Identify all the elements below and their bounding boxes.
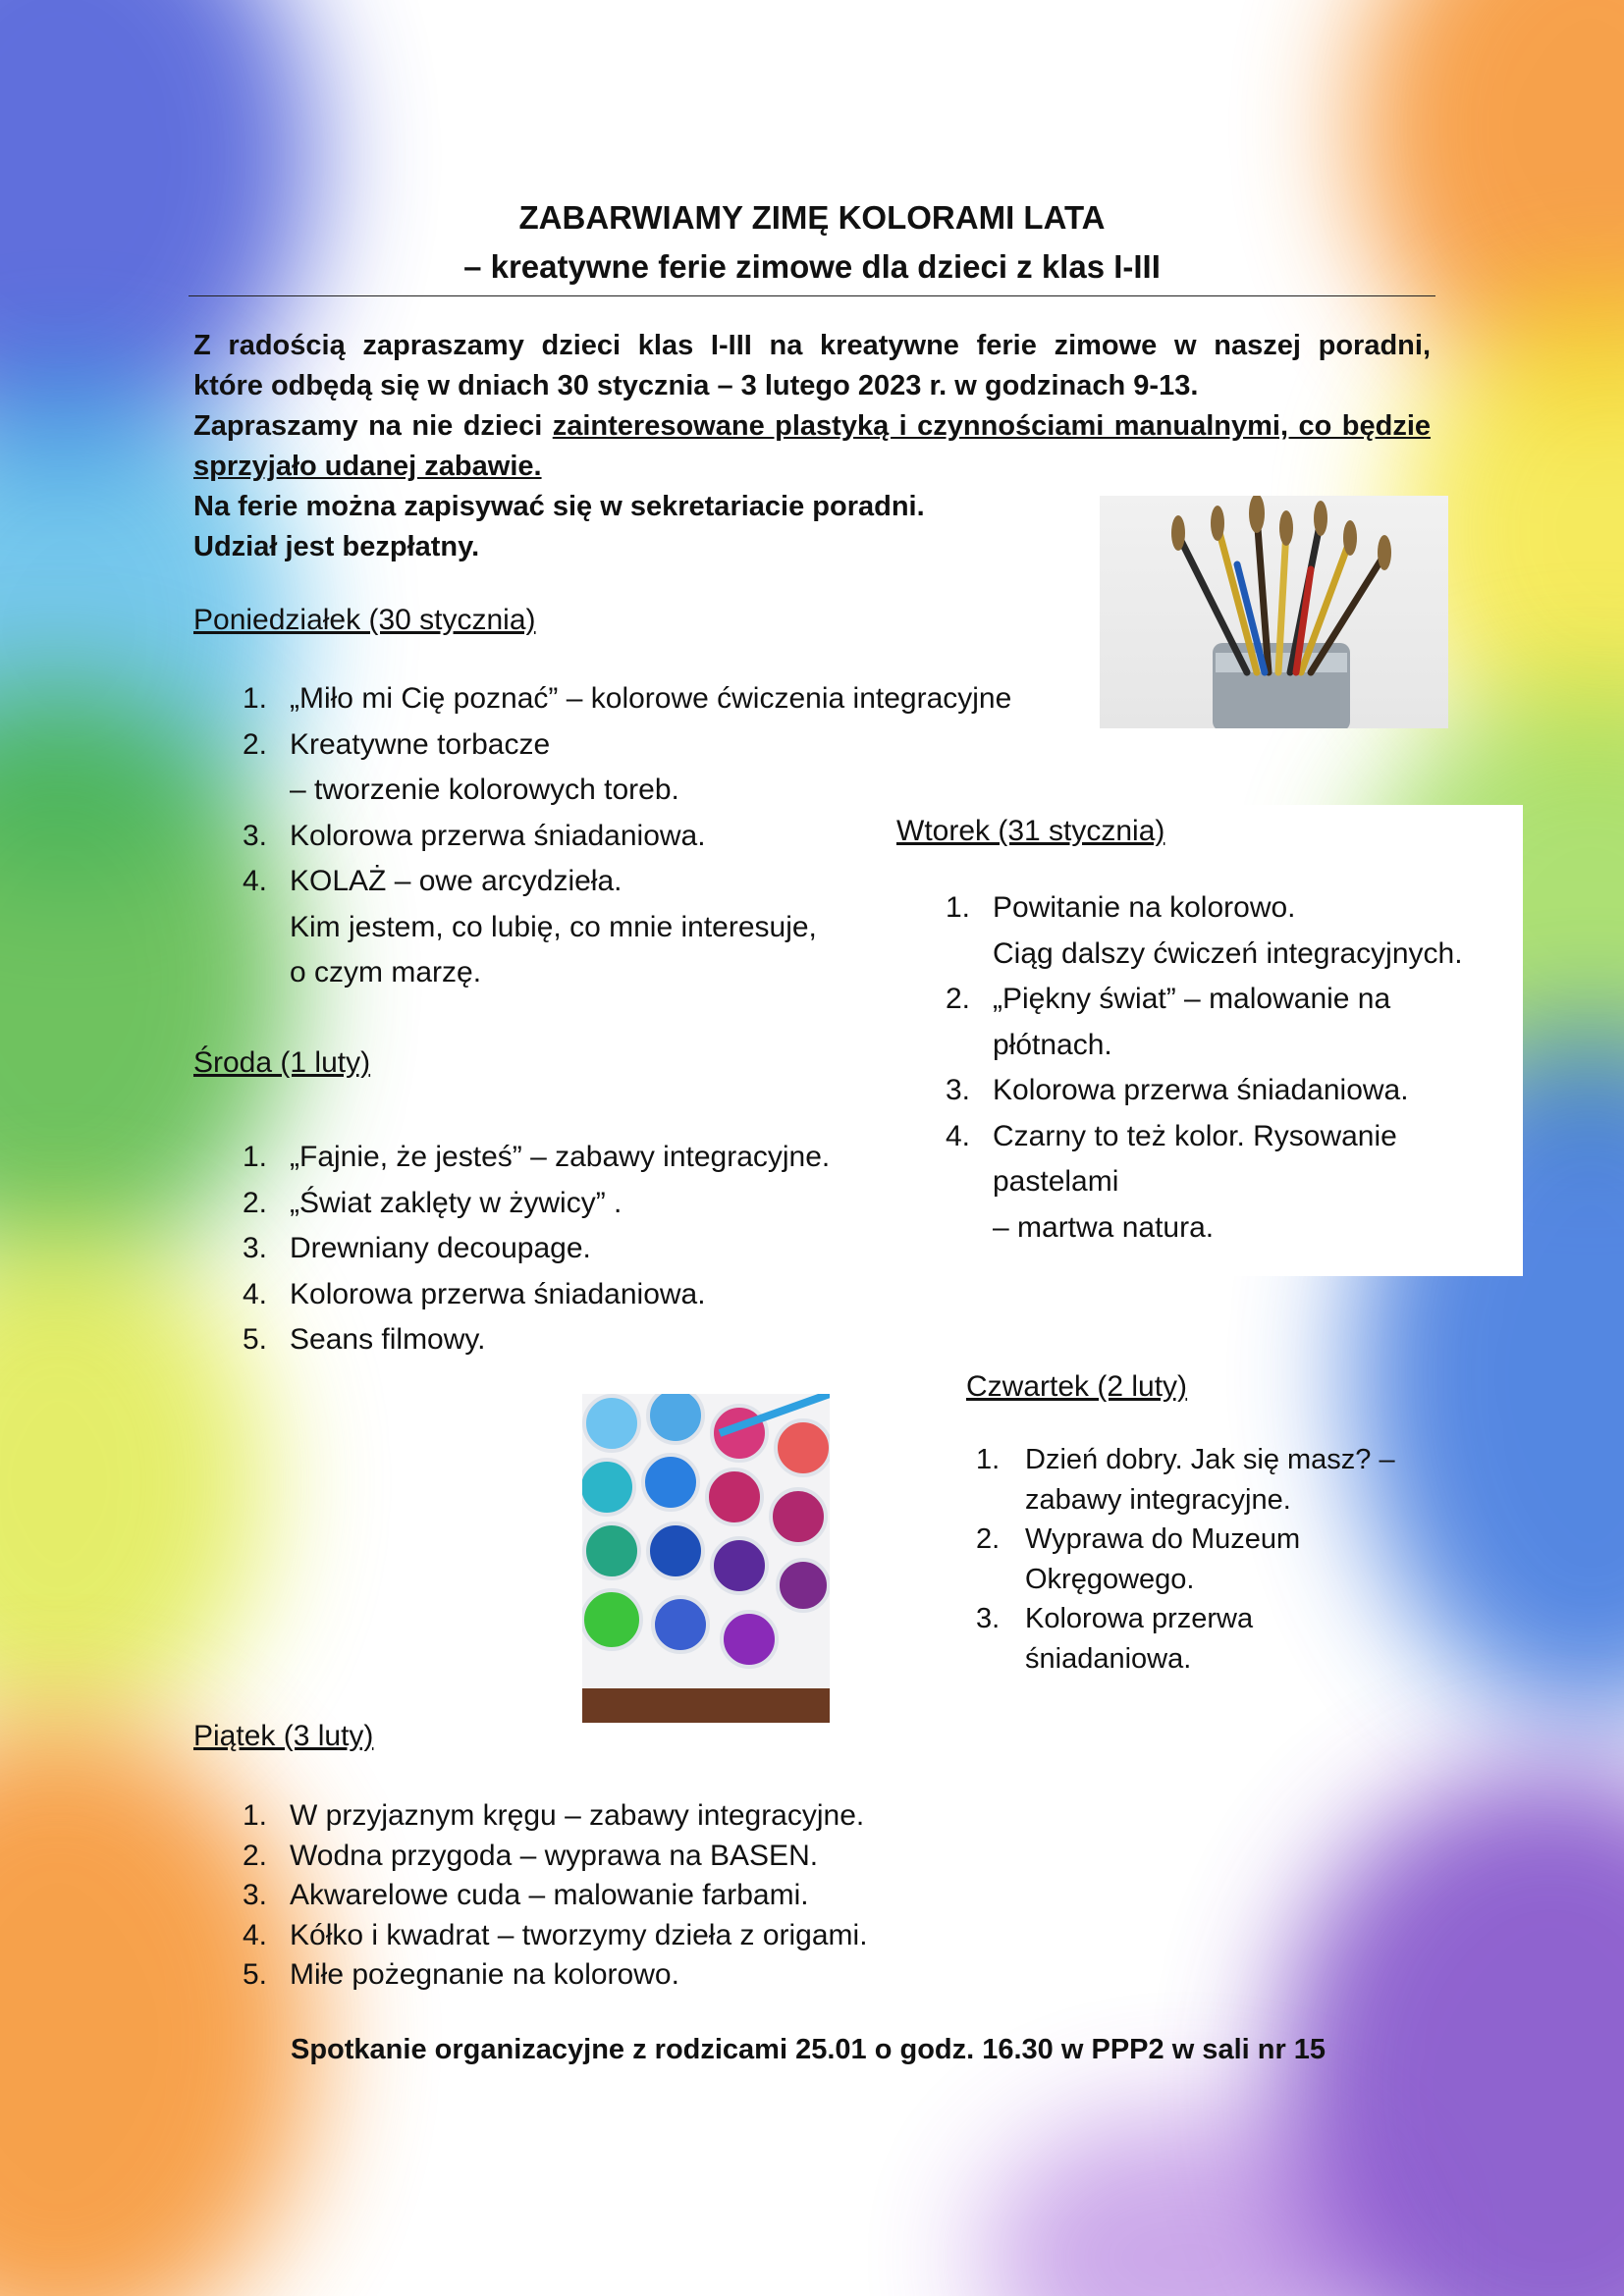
item-number: 1. [243,1799,268,1832]
item-text: Kolorowa przerwa śniadaniowa. [993,1074,1409,1106]
item-number: 2. [976,1523,1001,1555]
friday-heading: Piątek (3 luty) [193,1720,374,1752]
item-number: 3. [243,1232,268,1264]
watercolor-palette-photo [582,1394,830,1723]
list-item [193,1837,1077,1877]
item-number: 2. [243,1186,268,1219]
list-item [966,1599,1437,1679]
intro-registration: Na ferie można zapisywać się w sekretariacie poradni. [193,491,925,522]
item-number: 1. [243,682,268,715]
item-number: 4. [243,865,268,897]
list-item [193,1317,979,1363]
item-text: Okręgowego. [1025,1563,1195,1595]
intro-line-3 [193,406,1431,447]
item-text: „Świat zaklęty w żywicy” . [290,1186,623,1219]
list-item [193,1796,1077,1837]
item-text: Drewniany decoupage. [290,1232,591,1264]
thursday-activity-list [966,1440,1437,1679]
parents-meeting-note: Spotkanie organizacyjne z rodzicami 25.01 o godz. 16.30 w PPP2 w sali nr 15 [291,2034,1326,2065]
title-line-1: ZABARWIAMY ZIMĘ KOLORAMI LATA [518,199,1106,236]
item-number: 3. [976,1603,1001,1634]
list-item [896,977,1515,1068]
item-number: 3. [946,1074,971,1106]
item-text: Powitanie na kolorowo. [993,891,1296,924]
monday-heading: Poniedziałek (30 stycznia) [193,604,536,636]
intro-underlined-text: zainteresowane plastyką i czynnościami manualnymi, co będzie [552,410,1432,442]
item-text: Czarny to też kolor. Rysowanie [993,1119,1397,1152]
item-text: pastelami [993,1165,1119,1198]
page-title [0,193,1624,292]
list-item [896,1114,1515,1252]
item-text: Kolorowa przerwa [1025,1603,1254,1634]
friday-activity-list [193,1796,1077,1996]
list-item [193,1955,1077,1996]
tuesday-heading: Wtorek (31 stycznia) [896,815,1165,847]
list-item [193,1876,1077,1916]
item-number: 5. [243,1958,268,1991]
item-text: Akwarelowe cuda – malowanie farbami. [290,1879,809,1911]
list-item [193,1135,979,1181]
list-item [193,1226,979,1272]
list-item [896,885,1515,977]
item-text: Miłe pożegnanie na kolorowo. [290,1958,679,1991]
item-text: śniadaniowa. [1025,1642,1192,1675]
item-text: Kreatywne torbacze [290,727,551,761]
title-line-2: – kreatywne ferie zimowe dla dzieci z klas I-III [463,248,1161,285]
item-text: „Fajnie, że jesteś” – zabawy integracyjne. [290,1141,831,1173]
list-item [193,1272,979,1318]
item-number: 2. [946,983,971,1015]
list-item [966,1520,1437,1599]
wednesday-heading: Środa (1 luty) [193,1046,371,1079]
item-text: KOLAŻ – owe arcydzieła. [290,865,623,897]
list-item [966,1440,1437,1520]
item-text: Dzień dobry. Jak się masz? – [1025,1444,1395,1475]
intro-line-1: Z radością zapraszamy dzieci klas I-III na kreatywne ferie zimowe w naszej poradni, [193,330,1431,361]
intro-invite-text: Zapraszamy na nie dzieci [193,410,553,442]
item-text: – martwa natura. [993,1210,1215,1244]
list-item [193,1181,979,1227]
item-text: „Miło mi Cię poznać” – kolorowe ćwiczenia integracyjne [290,682,1012,715]
title-divider [189,295,1435,296]
intro-free-note: Udział jest bezpłatny. [193,531,480,562]
item-text: W przyjaznym kręgu – zabawy integracyjne. [290,1799,865,1832]
item-number: 4. [243,1277,268,1310]
brushes-photo [1100,496,1448,728]
thursday-heading: Czwartek (2 luty) [966,1370,1188,1403]
item-text: – tworzenie kolorowych toreb. [290,774,679,806]
list-item [896,1068,1515,1114]
item-text: Kolorowa przerwa śniadaniowa. [290,1277,706,1310]
item-number: 1. [976,1444,1001,1475]
intro-line-4: sprzyjało udanej zabawie. [193,451,542,482]
item-number: 4. [243,1918,268,1951]
item-number: 1. [946,891,971,924]
list-item [193,722,1077,814]
item-text: Kółko i kwadrat – tworzymy dzieła z origami. [290,1918,868,1951]
item-number: 3. [243,819,268,852]
item-number: 1. [243,1141,268,1173]
item-text: płótnach. [993,1028,1112,1061]
item-text: „Piękny świat” – malowanie na [993,983,1391,1015]
item-text: Wodna przygoda – wyprawa na BASEN. [290,1839,819,1872]
item-number: 5. [243,1323,268,1356]
item-number: 4. [946,1119,971,1152]
wednesday-activity-list [193,1135,979,1363]
intro-line-2: które odbędą się w dniach 30 stycznia – 3 lutego 2023 r. w godzinach 9-13. [193,370,1199,401]
item-text: zabawy integracyjne. [1025,1483,1291,1516]
tuesday-activity-list [896,885,1515,1251]
item-text: o czym marzę. [290,956,482,988]
item-text: Kolorowa przerwa śniadaniowa. [290,819,706,852]
item-text: Wyprawa do Muzeum [1025,1523,1301,1555]
item-text: Ciąg dalszy ćwiczeń integracyjnych. [993,936,1463,970]
item-number: 2. [243,727,268,761]
item-number: 3. [243,1879,268,1911]
list-item [193,676,1077,722]
item-text: Kim jestem, co lubię, co mnie interesuje, [290,910,817,943]
item-text: Seans filmowy. [290,1323,486,1356]
item-number: 2. [243,1839,268,1872]
list-item [193,1916,1077,1956]
